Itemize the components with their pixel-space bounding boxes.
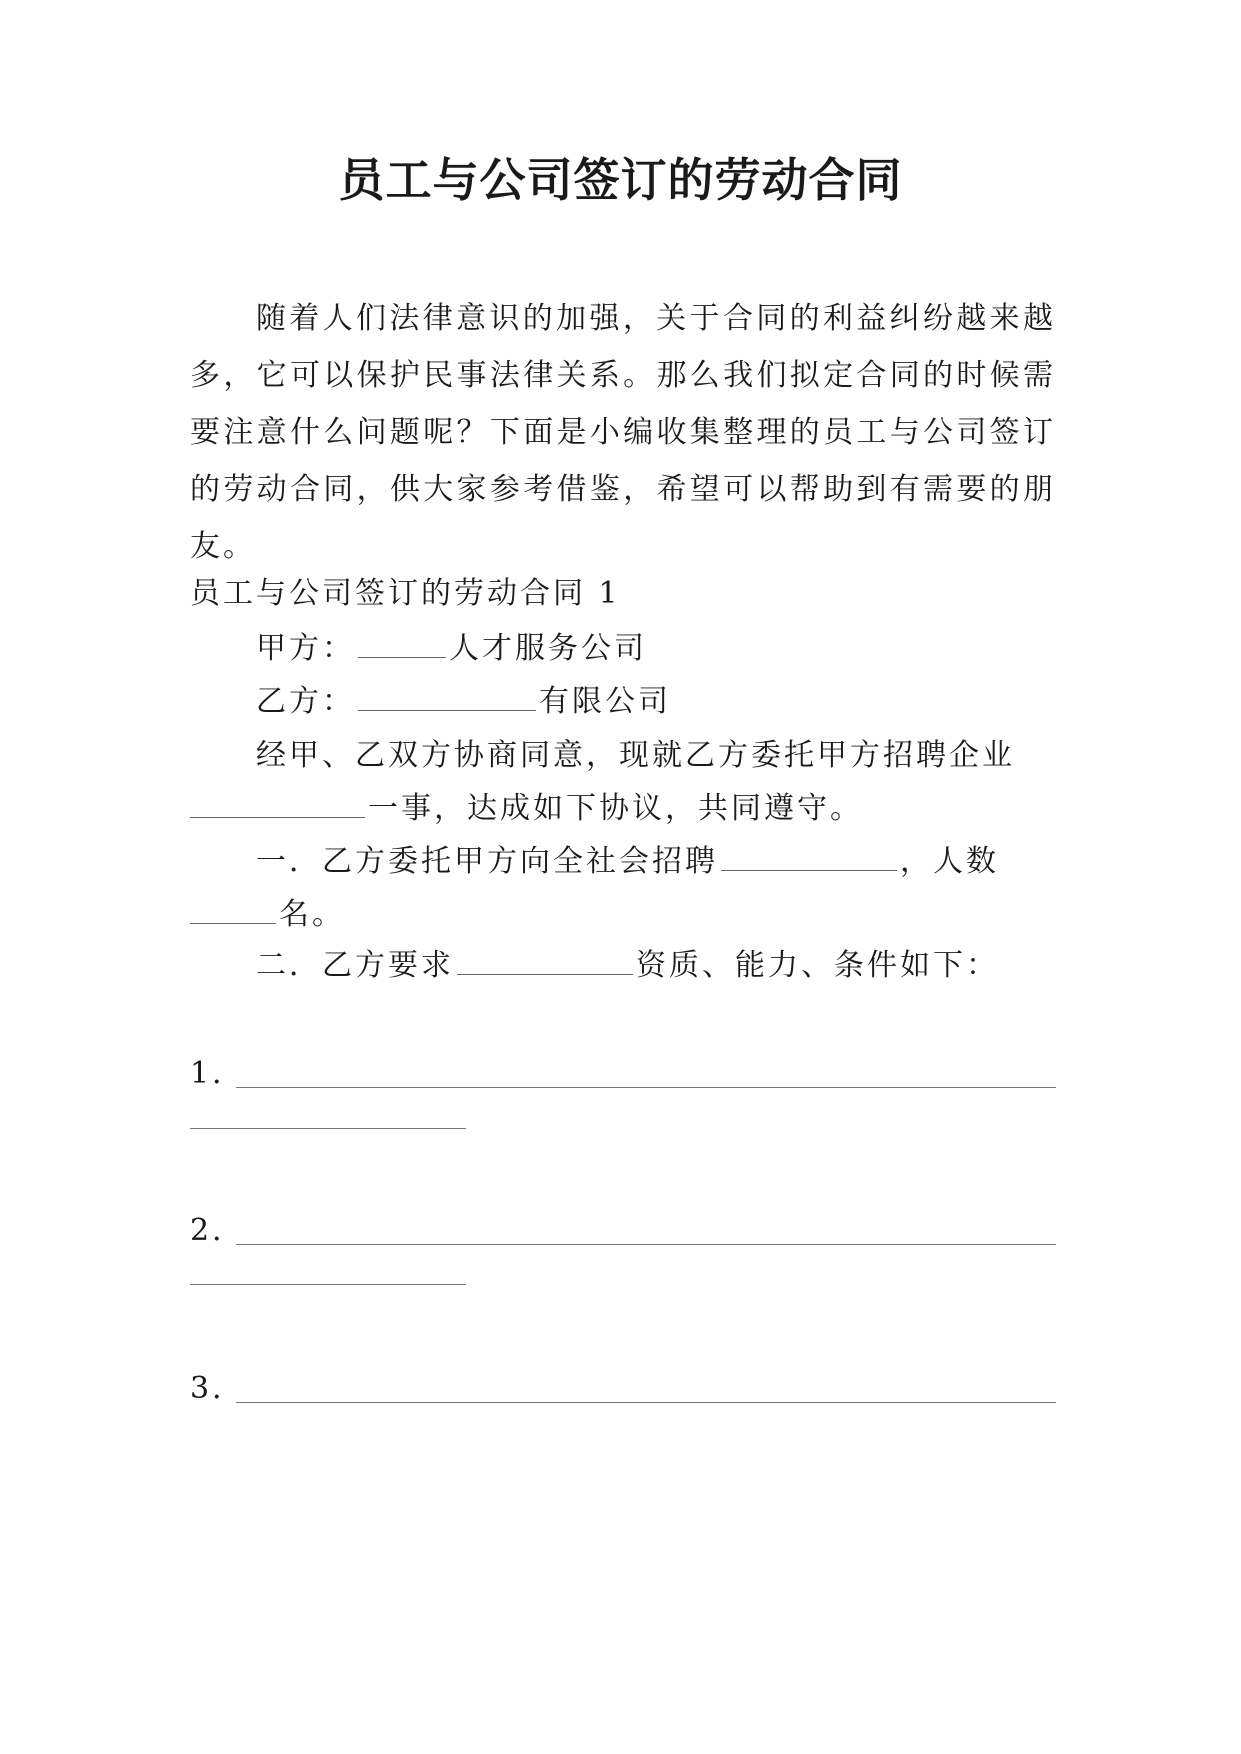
- clause2-line: [190, 937, 1122, 994]
- item-1-number: 1．: [190, 1056, 246, 1091]
- item-2: [190, 1202, 1056, 1259]
- item-1-blank[interactable]: [236, 1087, 1056, 1088]
- requirement-blank[interactable]: [457, 947, 633, 975]
- clause1-count-label: ，人数: [900, 844, 999, 879]
- party-a-line: [190, 620, 1122, 677]
- clause2-suffix: 资质、能力、条件如下：: [636, 948, 999, 983]
- position-blank[interactable]: [721, 843, 897, 871]
- intro-paragraph: 随着人们法律意识的加强，关于合同的利益纠纷越来越多，它可以保护民事法律关系。那么我们拟定合同的时候需要注意什么问题呢？下面是小编收集整理的员工与公司签订的劳动合同，供大家参考借鉴，希望可以帮助到有需要的朋友。: [190, 301, 1056, 564]
- clause1-text: 一．乙方委托甲方向全社会招聘: [256, 844, 718, 879]
- party-b-suffix: 有限公司: [539, 684, 671, 719]
- party-a-suffix: 人才服务公司: [449, 631, 647, 666]
- party-a-blank[interactable]: [358, 630, 446, 658]
- item-3-blank[interactable]: [236, 1402, 1056, 1403]
- item-3: [190, 1360, 1056, 1417]
- clause1-unit: 名。: [279, 897, 345, 932]
- clause2-text: 二．乙方要求: [256, 948, 454, 983]
- item-1-blank-continued[interactable]: [190, 1128, 466, 1129]
- clause1-line2: [190, 886, 1056, 943]
- count-blank[interactable]: [190, 896, 276, 924]
- document-title: 员工与公司签订的劳动合同: [338, 153, 903, 207]
- party-b-line: [190, 673, 1122, 730]
- item-3-number: 3．: [190, 1371, 246, 1406]
- clause1-line1: [190, 833, 1122, 890]
- clause-intro-line1: 经甲、乙双方协商同意，现就乙方委托甲方招聘企业: [256, 738, 1015, 773]
- party-b-label: 乙方：: [256, 684, 355, 719]
- party-a-label: 甲方：: [256, 631, 355, 666]
- item-2-number: 2．: [190, 1213, 246, 1248]
- item-2-blank[interactable]: [236, 1244, 1056, 1245]
- enterprise-blank[interactable]: [190, 790, 365, 818]
- item-2-blank-continued[interactable]: [190, 1284, 466, 1285]
- clause-intro-text: 一事，达成如下协议，共同遵守。: [368, 791, 863, 826]
- clause-intro-line2: [190, 780, 1056, 837]
- item-1: [190, 1045, 1056, 1102]
- party-b-blank[interactable]: [358, 683, 536, 711]
- section-heading: 员工与公司签订的劳动合同 1: [190, 576, 621, 611]
